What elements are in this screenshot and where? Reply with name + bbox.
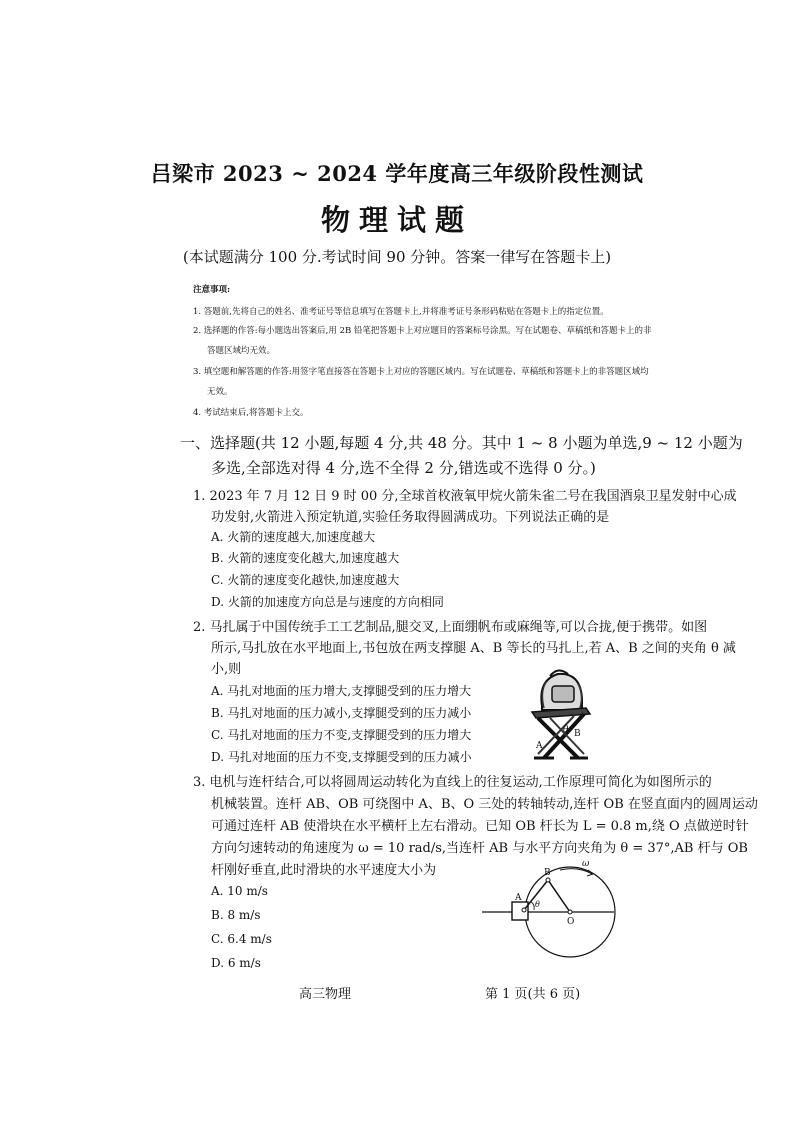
stool-label-b: B [574, 729, 581, 739]
page-title: 吕梁市 2023 ~ 2024 学年度高三年级阶段性测试 [150, 161, 644, 186]
q1-stem-cont: 功发射,火箭进入预定轨道,实验任务取得圆满成功。下列说法正确的是 [211, 510, 610, 525]
q3-stem-cont3: 方向匀速转动的角速度为 ω = 10 rad/s,当连杆 AB 与水平方向夹角为 θ = 37°,AB 杆与 OB [211, 841, 748, 856]
crank-label-a: A [515, 893, 522, 903]
crank-slider-figure [478, 858, 618, 963]
q2-option-b: B. 马扎对地面的压力减小,支撑腿受到的压力减小 [211, 706, 472, 720]
crank-label-omega: ω [582, 859, 590, 869]
footer-subject: 高三物理 [299, 987, 352, 1002]
q1-stem: 1. 2023 年 7 月 12 日 9 时 00 分,全球首枚液氧甲烷火箭朱雀二号在我国酒泉卫星发射中心成 [193, 489, 737, 504]
q1-option-a: A. 火箭的速度越大,加速度越大 [211, 530, 376, 544]
notice-item-2: 2. 选择题的作答:每小题选出答案后,用 2B 铅笔把答题卡上对应题目的答案标号涂黑。写在试题卷、草稿纸和答题卡上的非 [193, 326, 652, 336]
q3-option-d: D. 6 m/s [211, 956, 261, 970]
footer-page-number: 第 1 页(共 6 页) [485, 987, 581, 1002]
crank-label-theta: θ [535, 900, 540, 909]
notice-item-3-cont: 无效。 [207, 387, 233, 397]
q3-option-c: C. 6.4 m/s [211, 932, 272, 946]
q2-stem: 2. 马扎属于中国传统手工工艺制品,腿交叉,上面绷帆布或麻绳等,可以合拢,便于携带。如图 [193, 620, 708, 635]
stool-label-a: A [536, 741, 543, 751]
notice-item-3: 3. 填空题和解答题的作答:用签字笔直接答在答题卡上对应的答题区域内。写在试题卷、草稿纸和答题卡上的非答题区域均 [193, 367, 649, 377]
q3-stem-cont2: 可通过连杆 AB 使滑块在水平横杆上左右滑动。已知 OB 杆长为 L = 0.8 m,绕 O 点做逆时针 [211, 819, 749, 834]
crank-label-o: O [567, 917, 575, 927]
q3-stem-cont: 机械装置。连杆 AB、OB 可绕图中 A、B、O 三处的转轴转动,连杆 OB 在竖直面内的圆周运动 [211, 797, 758, 812]
q1-option-b: B. 火箭的速度变化越大,加速度越大 [211, 551, 400, 565]
q2-option-c: C. 马扎对地面的压力不变,支撑腿受到的压力增大 [211, 728, 472, 742]
q2-stem-cont2: 小,则 [211, 662, 242, 677]
section-heading-cont: 多选,全部选对得 4 分,选不全得 2 分,错选或不选得 0 分。) [211, 459, 596, 477]
crank-label-b: B [544, 868, 551, 878]
notice-heading: 注意事项: [193, 285, 231, 295]
notice-item-4: 4. 考试结束后,将答题卡上交。 [193, 408, 309, 418]
subject-title: 物理试题 [320, 203, 473, 237]
q1-option-c: C. 火箭的速度变化越快,加速度越大 [211, 573, 400, 587]
q2-option-d: D. 马扎对地面的压力不变,支撑腿受到的压力减小 [211, 750, 472, 764]
notice-item-2-cont: 答题区域均无效。 [207, 346, 276, 356]
q2-option-a: A. 马扎对地面的压力增大,支撑腿受到的压力增大 [211, 684, 472, 698]
q1-option-d: D. 火箭的加速度方向总是与速度的方向相同 [211, 595, 444, 609]
stool-label-theta: θ [563, 725, 569, 735]
q3-stem-cont4: 杆刚好垂直,此时滑块的水平速度大小为 [211, 863, 437, 878]
q3-stem: 3. 电机与连杆结合,可以将圆周运动转化为直线上的往复运动,工作原理可简化为如图所示的 [193, 775, 712, 790]
section-heading: 一、选择题(共 12 小题,每题 4 分,共 48 分。其中 1 ~ 8 小题为单选,9 ~ 12 小题为 [180, 434, 743, 452]
q3-option-b: B. 8 m/s [211, 908, 261, 922]
q2-stem-cont: 所示,马扎放在水平地面上,书包放在两支撑腿 A、B 等长的马扎上,若 A、B 之间的夹角 θ 减 [211, 641, 736, 656]
q3-option-a: A. 10 m/s [211, 884, 268, 898]
notice-item-1: 1. 答题前,先将自己的姓名、准考证号等信息填写在答题卡上,并将准考证号条形码粘贴在答题卡上的指定位置。 [193, 307, 609, 317]
stool-backpack-figure [520, 662, 600, 762]
exam-note: (本试题满分 100 分.考试时间 90 分钟。答案一律写在答题卡上) [182, 248, 612, 266]
